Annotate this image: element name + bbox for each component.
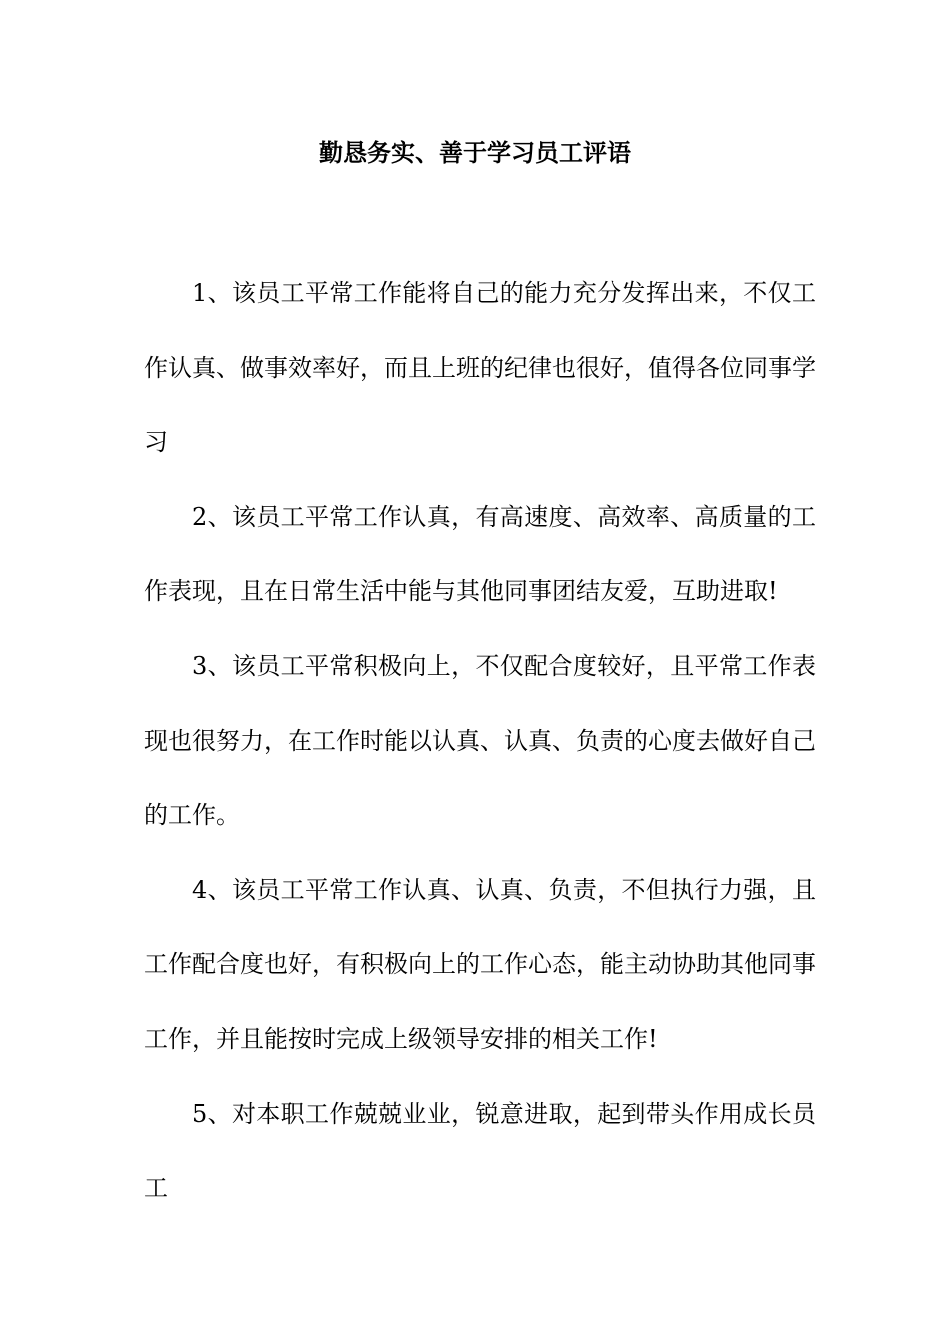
paragraph-5: 5、对本职工作兢兢业业，锐意进取，起到带头作用成长员工	[144, 1099, 816, 1203]
paragraph-3: 3、该员工平常积极向上，不仅配合度较好，且平常工作表现也很努力，在工作时能以认真、认真、负责的心度去做好自己的工作。	[144, 651, 816, 830]
paragraph-1: 1、该员工平常工作能将自己的能力充分发挥出来，不仅工作认真、做事效率好，而且上班的纪律也很好，值得各位同事学习	[144, 279, 816, 457]
document-title: 勤恳务实、善于学习员工评语	[319, 138, 631, 167]
paragraph-2: 2、该员工平常工作认真，有高速度、高效率、高质量的工作表现，且在日常生活中能与其他同事团结友爱，互助进取!	[144, 502, 816, 606]
paragraph-4: 4、该员工平常工作认真、认真、负责，不但执行力强，且工作配合度也好，有积极向上的工作心态，能主动协助其他同事工作，并且能按时完成上级领导安排的相关工作!	[144, 875, 816, 1053]
document-body	[144, 256, 816, 1226]
